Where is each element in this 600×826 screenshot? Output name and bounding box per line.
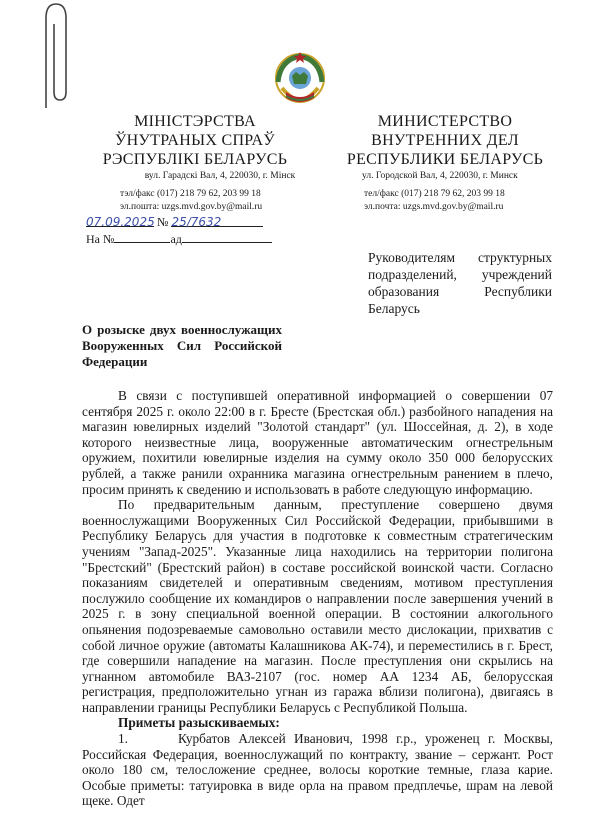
recipient-word: подразделений, [368,267,457,282]
org-line: МІНІСТЭРСТВА [134,113,256,130]
reference-line [86,231,272,247]
org-line: МИНИСТЕРСТВО [377,113,513,130]
recipient-word: Руководителям [368,250,455,265]
doc-date: 07.09.2025 [86,215,155,229]
paragraph: 1. Курбатов Алексей Иванович, 1998 г.р., уроженец г. Москвы, Российская Федерация, военнослужащий по контракту, звание – сержант. Рост около 180 см, телосложение среднее, волосы короткие темные, глаза карие. Особые приметы: татуировка в виде орла на правом предплечье, шрам на левой щеке. Одет [82,731,553,809]
ad-blank [182,231,272,243]
number-sign: № [157,215,169,229]
doc-date-number [86,215,263,230]
email-ru: эл.почта: uzgs.mvd.gov.by@mail.ru [364,202,504,212]
phone-ru: тел/факс (017) 218 79 62, 203 99 18 [364,189,505,199]
org-line: ВНУТРЕННИХ ДЕЛ [371,132,519,149]
subject-block [82,322,282,370]
ad-label: ад [170,232,182,246]
subject-line: Федерации [82,354,148,369]
belarus-emblem-icon [272,48,328,106]
recipient-block [368,249,552,317]
paragraph: В связи с поступившей оперативной информацией о совершении 07 сентября 2025 г. около 22:00 в г. Бресте (Брестская обл.) разбойного нападения на магазин ювелирных изделий "Золотой стандарт" (ул. Шоссейная, д. 2), в ходе которого неизвестные лица, вооруженные автоматическим огнестрельным оружием, похитили ювелирные изделия на сумму около 350 000 белорусских рублей, а также ранили охранника магазина огнестрельным ранением в плечо, просим принять к сведению и использовать в работе следующую информацию. [82,388,553,497]
org-line: РЕСПУБЛИКИ БЕЛАРУСЬ [346,151,544,168]
recipient-word: структурных [477,250,552,265]
address-by: вул. Гарадскі Вал, 4, 220030, г. Мінск [144,171,296,181]
email-by: эл.пошта: uzgs.mvd.gov.by@mail.ru [120,202,263,212]
org-line: РЭСПУБЛІКІ БЕЛАРУСЬ [102,151,288,168]
recipient-word: учреждений [481,267,552,282]
phone-by: тэл/факс (017) 218 79 62, 203 99 18 [120,189,261,199]
na-label: На № [86,232,115,246]
recipient-word: образования [368,284,440,299]
subject-line: Вооруженных Сил Российской [82,338,282,353]
doc-number: 25/7632 [171,215,263,227]
subject-line: О розыске двух военнослужащих [82,322,282,337]
paper-clip-icon [36,0,76,110]
org-line: ЎНУТРАНЫХ СПРАЎ [115,132,275,149]
contacts-ru [364,188,564,214]
letter-body [82,388,553,809]
recipient-word: Республики [484,284,552,299]
contacts-by [120,188,320,214]
signs-heading: Приметы разыскиваемых: [118,715,280,731]
org-name-by [70,112,320,169]
recipient-word: Беларусь [368,301,420,316]
org-name-ru [330,112,560,169]
na-blank [114,231,170,243]
paragraph: По предварительным данным, преступление совершено двумя военнослужащими Вооруженных Сил Российской Федерации, прибывшими в Республику Беларусь для участия в подготовке к совместным стратегическим учениям "Запад-2025". Указанные лица находились на территории полигона "Брестский" (Брестский район) в составе российской воинской части. Согласно показаниям свидетелей и оперативным сведениям, мотивом преступления послужило сообщение их командиров о направлении после завершения учений в 2025 г. в зону специальной военной операции. В состоянии алкогольного опьянения подозреваемые самовольно оставили место дислокации, прихватив с собой личное оружие (автоматы Калашникова АК-74), и переместились в г. Брест, где совершили нападение на магазин. После преступления они скрылись на угнанном автомобиле ВАЗ-2107 (гос. номер АА 1234 АБ, белорусская регистрация, предположительно угнан из гаража вблизи полигона), двигаясь в направлении границы Республики Беларусь с Республикой Польша. [82,497,553,715]
address-ru: ул. Городской Вал, 4, 220030, г. Минск [362,171,518,181]
